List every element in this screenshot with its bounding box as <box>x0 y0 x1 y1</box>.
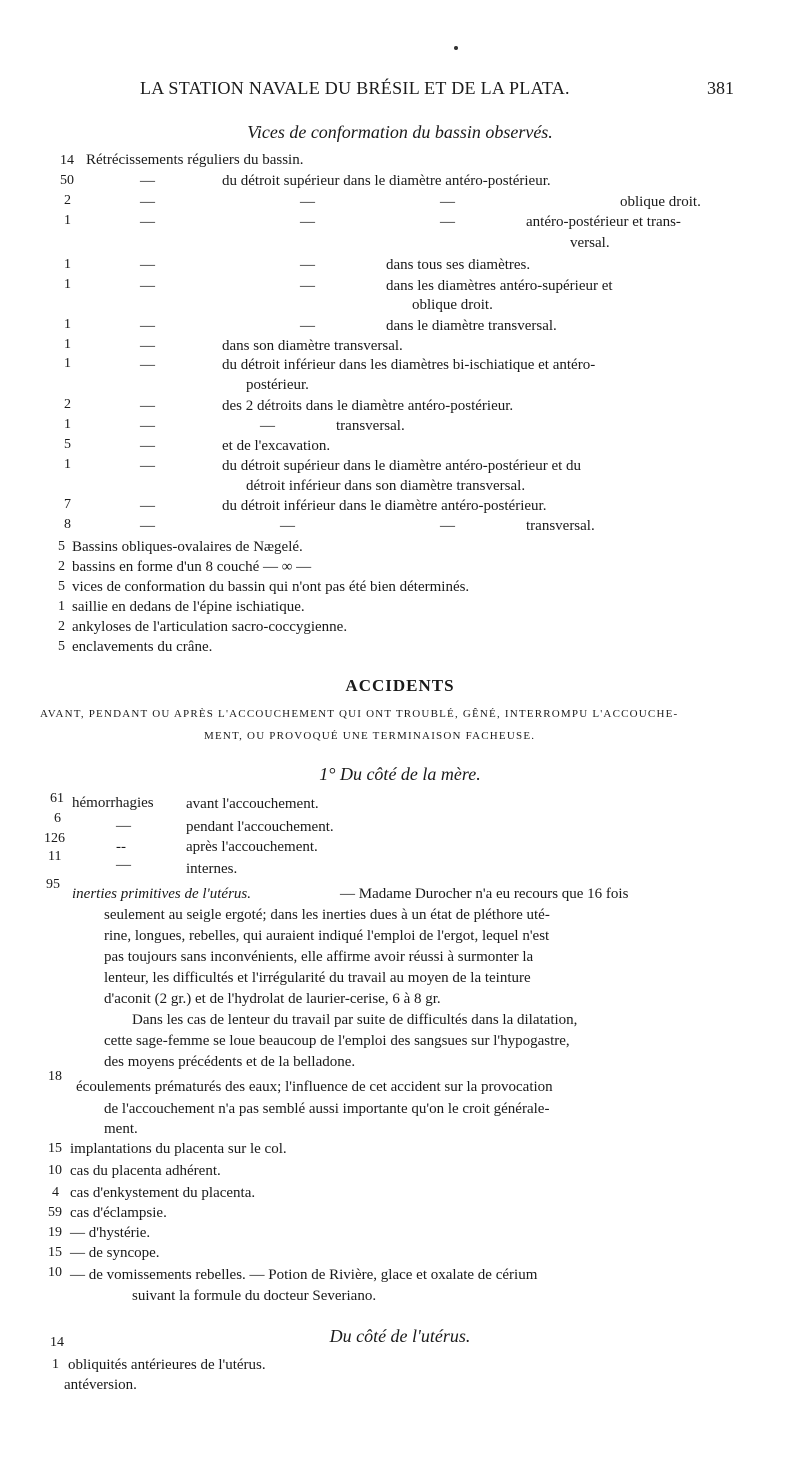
extra-count: 2 <box>58 559 65 574</box>
hemo-dash: -- <box>116 839 126 855</box>
extra-count: 1 <box>58 599 65 614</box>
list-text-cont: suivant la formule du docteur Severiano. <box>132 1288 377 1304</box>
row-text: oblique droit. <box>620 194 701 210</box>
inerties-line: seulement au seigle ergoté; dans les inerties dues à un état de pléthore uté- <box>104 907 550 923</box>
row-text: dans son diamètre transversal. <box>222 338 403 354</box>
row-dash: — <box>140 398 155 414</box>
row-dash: — <box>140 278 155 294</box>
list-count: 19 <box>48 1225 62 1240</box>
hemo-text: avant l'accouchement. <box>186 796 319 812</box>
list-text: — d'hystérie. <box>70 1225 151 1241</box>
hemo-text: internes. <box>186 861 238 877</box>
row-text-cont: postérieur. <box>246 377 309 393</box>
row-text: antéro-postérieur et trans- <box>526 214 681 230</box>
inerties-line: lenteur, les difficultés et l'irrégularité du travail au moyen de la teinture <box>104 970 531 986</box>
hemo-dash: — <box>116 818 131 834</box>
ecoul-line: de l'accouchement n'a pas semblé aussi importante qu'on le croit générale- <box>104 1101 550 1117</box>
extra-text: Bassins obliques-ovalaires de Nægelé. <box>72 539 303 555</box>
uterus-title: Du côté de l'utérus. <box>329 1326 471 1346</box>
list-count: 15 <box>48 1141 62 1156</box>
row-text: dans les diamètres antéro-supérieur et <box>386 278 613 294</box>
inerties-line: rine, longues, rebelles, qui auraient indiqué l'emploi de l'ergot, lequel n'est <box>104 928 550 944</box>
hemo-count: 126 <box>44 831 65 846</box>
page-number: 381 <box>707 78 734 98</box>
row-text: dans le diamètre transversal. <box>386 318 557 334</box>
hemo-count: 6 <box>54 811 61 826</box>
extra-text: bassins en forme d'un 8 couché — ∞ — <box>72 559 312 575</box>
row-dash: — <box>140 357 155 373</box>
extra-text: ankyloses de l'articulation sacro-coccygienne. <box>72 619 348 635</box>
inerties-line: pas toujours sans inconvénients, elle affirme avoir réussi à surmonter la <box>104 949 534 965</box>
extra-text: saillie en dedans de l'épine ischiatique. <box>72 599 305 615</box>
row-dash: — <box>300 278 315 294</box>
row-count: 1 <box>64 417 71 432</box>
list-count: 10 <box>48 1265 62 1280</box>
row-dash: — <box>140 194 155 210</box>
uterus-count: 1 <box>52 1357 59 1372</box>
row-dash: — <box>260 418 275 434</box>
row-count: 1 <box>64 257 71 272</box>
inerties-line: d'aconit (2 gr.) et de l'hydrolat de laurier-cerise, 6 à 8 gr. <box>104 991 441 1007</box>
ecoul-line: écoulements prématurés des eaux; l'influence de cet accident sur la provocation <box>76 1079 553 1095</box>
row-count: 1 <box>64 457 71 472</box>
list-text: cas d'éclampsie. <box>70 1205 167 1221</box>
inerties-line: cette sage-femme se loue beaucoup de l'emploi des sangsues sur l'hypogastre, <box>104 1033 570 1049</box>
accidents-heading: ACCIDENTS <box>345 676 455 695</box>
extra-text: enclavements du crâne. <box>72 639 213 655</box>
row-count: 2 <box>64 397 71 412</box>
row-dash: — <box>300 318 315 334</box>
row-dash: — <box>300 214 315 230</box>
row-count: 50 <box>60 173 74 188</box>
hemo-dash: — <box>116 857 131 873</box>
inerties-line: Dans les cas de lenteur du travail par suite de difficultés dans la dilatation, <box>132 1012 578 1028</box>
list-text: cas du placenta adhérent. <box>70 1163 221 1179</box>
row-text: dans tous ses diamètres. <box>386 257 531 273</box>
row-text: du détroit inférieur dans les diamètres bi-ischiatique et antéro- <box>222 357 596 373</box>
row-dash: — <box>140 498 155 514</box>
list-count: 15 <box>48 1245 62 1260</box>
list-text: cas d'enkystement du placenta. <box>70 1185 256 1201</box>
hemo-text: après l'accouchement. <box>186 839 318 855</box>
inerties-count: 95 <box>46 877 60 892</box>
row-text: et de l'excavation. <box>222 438 331 454</box>
uterus-text: antéversion. <box>64 1377 137 1393</box>
row-count: 1 <box>64 317 71 332</box>
inerties-lead: inerties primitives de l'utérus. <box>72 886 252 902</box>
row-count: 1 <box>64 337 71 352</box>
row-dash: — <box>140 338 155 354</box>
vices-title: Vices de conformation du bassin observés. <box>247 122 553 142</box>
row-text-cont: versal. <box>570 235 610 251</box>
row-text: du détroit inférieur dans le diamètre antéro-postérieur. <box>222 498 547 514</box>
row-count: 1 <box>64 277 71 292</box>
list-count: 4 <box>52 1185 59 1200</box>
row-dash: — <box>140 257 155 273</box>
row-count: 5 <box>64 437 71 452</box>
row-text-cont: détroit inférieur dans son diamètre transversal. <box>246 478 526 494</box>
row-dash: — <box>140 418 155 434</box>
list-text: implantations du placenta sur le col. <box>70 1141 287 1157</box>
row-count: 14 <box>60 153 74 168</box>
running-title: LA STATION NAVALE DU BRÉSIL ET DE LA PLATA. <box>140 78 570 98</box>
row-dash: — <box>300 194 315 210</box>
row-text: des 2 détroits dans le diamètre antéro-postérieur. <box>222 398 514 414</box>
list-text: — de vomissements rebelles. — Potion de Rivière, glace et oxalate de cérium <box>70 1267 538 1283</box>
row-dash: — <box>280 518 295 534</box>
row-text-cont: oblique droit. <box>412 297 493 313</box>
row-text: transversal. <box>526 518 595 534</box>
row-count: 2 <box>64 193 71 208</box>
print-dot <box>454 46 458 50</box>
uterus-count: 14 <box>50 1335 64 1350</box>
hemo-text: pendant l'accouchement. <box>186 819 334 835</box>
ecoul-line: ment. <box>104 1121 138 1137</box>
row-count: 7 <box>64 497 71 512</box>
accidents-subtitle: AVANT, PENDANT OU APRÈS L'ACCOUCHEMENT QUI ONT TROUBLÉ, GÊNÉ, INTERROMPU L'ACCOUCHE- <box>40 708 679 720</box>
row-text: du détroit supérieur dans le diamètre antéro-postérieur. <box>222 173 551 189</box>
extra-count: 5 <box>58 539 65 554</box>
list-count: 10 <box>48 1163 62 1178</box>
mere-title: 1° Du côté de la mère. <box>319 764 481 784</box>
row-count: 1 <box>64 213 71 228</box>
ecoul-count: 18 <box>48 1069 62 1084</box>
row-dash: — <box>140 518 155 534</box>
row-dash: — <box>140 438 155 454</box>
list-text: — de syncope. <box>70 1245 160 1261</box>
inerties-line: des moyens précédents et de la belladone. <box>104 1054 356 1070</box>
row-dash: — <box>140 458 155 474</box>
row-dash: — <box>440 194 455 210</box>
row-text: transversal. <box>336 418 405 434</box>
row-dash: — <box>140 214 155 230</box>
row-count: 1 <box>64 356 71 371</box>
row-dash: — <box>140 318 155 334</box>
inerties-line: — Madame Durocher n'a eu recours que 16 fois <box>340 886 629 902</box>
hemo-count: 61 <box>50 791 64 806</box>
row-count: 8 <box>64 517 71 532</box>
list-count: 59 <box>48 1205 62 1220</box>
accidents-subtitle-cont: MENT, OU PROVOQUÉ UNE TERMINAISON FACHEUSE. <box>204 730 536 742</box>
uterus-text: obliquités antérieures de l'utérus. <box>68 1357 266 1373</box>
extra-count: 5 <box>58 639 65 654</box>
extra-count: 2 <box>58 619 65 634</box>
row-dash: — <box>440 518 455 534</box>
hemo-label: hémorrhagies <box>72 795 154 811</box>
extra-count: 5 <box>58 579 65 594</box>
row-text: Rétrécissements réguliers du bassin. <box>86 152 304 168</box>
row-dash: — <box>440 214 455 230</box>
row-dash: — <box>300 257 315 273</box>
row-text: du détroit supérieur dans le diamètre antéro-postérieur et du <box>222 458 582 474</box>
hemo-count: 11 <box>48 849 62 864</box>
extra-text: vices de conformation du bassin qui n'ont pas été bien déterminés. <box>72 579 470 595</box>
row-dash: — <box>140 173 155 189</box>
